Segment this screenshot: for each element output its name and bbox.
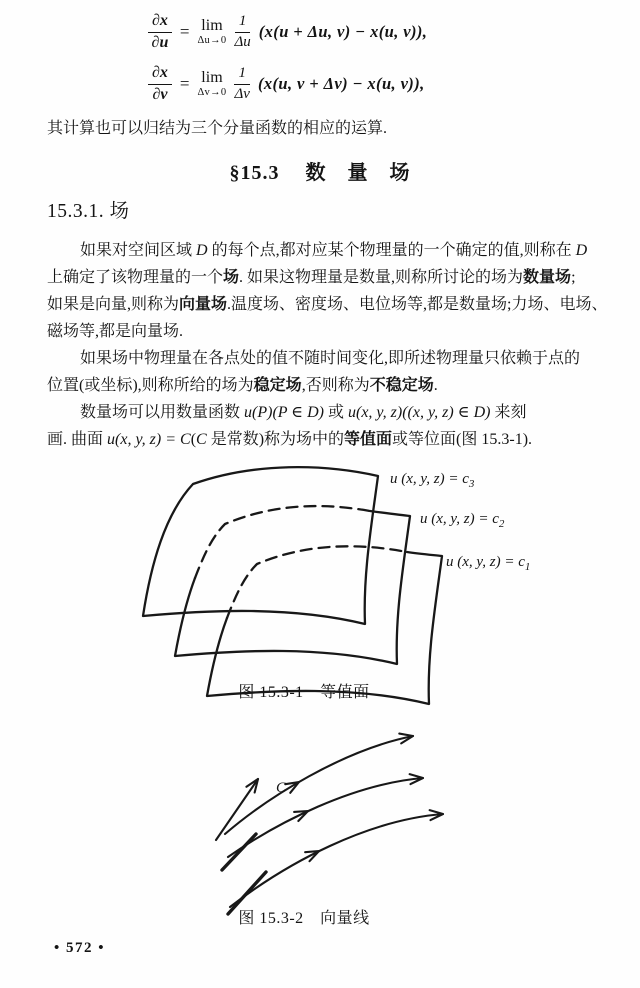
numerator: 1 [234,65,250,84]
coefficient-fraction [234,65,250,103]
coefficient-fraction [234,13,250,51]
denominator: ∂v [152,85,168,103]
text-line: 画. 曲面 u(x, y, z) = C(C 是常数)称为场中的等值面或等位面(图 15.3-1). [47,431,533,448]
label-curve-c: C [276,780,287,796]
lim-text: lim [201,16,223,34]
lhs-fraction [148,64,172,104]
vector-line-3 [230,814,443,907]
body-text [47,237,608,453]
equals-sign: = [179,74,190,93]
label-c1: u (x, y, $z) = c_1$ [446,554,531,573]
text-line: 上确定了该物理量的一个场. 如果这物理量是数量,则称所讨论的场为数量场; [47,269,576,286]
section-title [0,156,640,185]
limit-operator [198,70,227,99]
formula-du [148,6,427,58]
numerator: 1 [235,13,251,32]
equals-sign: = [179,22,190,41]
section-number: §15.3 [229,162,280,184]
lim-subscript: Δv→0 [197,86,227,98]
text-line: 磁场等,都是向量场. [47,323,184,340]
vector-lines-figure [158,722,558,922]
detached-arrow [216,779,258,840]
isosurface-figure [128,458,598,710]
text-line: 数量场可以用数量函数 u(P)(P ∈ D) 或 u(x, y, z)((x, y, z) ∈ D) 来刻 [80,404,527,421]
formula-remark-line: 其计算也可以归结为三个分量函数的相应的运算. [47,120,388,137]
denominator: ∂u [151,33,169,51]
section-title-text: 数 量 场 [305,162,411,184]
formula-body: (x(u, v + Δv) − x(u, v)), [257,74,425,93]
figure2-caption: 图 15.3-2 向量线 [238,910,370,927]
figure1-caption: 图 15.3-1 等值面 [238,684,370,701]
vector-line-2 [228,778,423,857]
numerator: ∂x [148,64,172,84]
page-number: • 572 • [54,940,106,956]
text-line: 如果对空间区域 D 的每个点,都对应某个物理量的一个确定的值,则称在 D [80,242,588,259]
label-c2: u (x, y, $z) = c_2$ [420,511,505,530]
text-line: 如果场中物理量在各点处的值不随时间变化,即所述物理量只依赖于点的 [80,350,581,367]
numerator: ∂x [148,12,172,32]
pen-stroke [222,834,256,870]
limit-operator [198,18,227,47]
lhs-fraction [148,12,172,52]
lim-subscript: Δu→0 [197,34,227,46]
text-line: 如果是向量,则称为向量场.温度场、密度场、电位场等,都是数量场;力场、电场、 [47,296,608,313]
formula-dv [148,58,427,110]
label-c3: u (x, y, $z) = c_3$ [390,471,475,490]
formula-body: (x(u + Δu, v) − x(u, v)), [258,22,428,41]
text-line: 位置(或坐标),则称所给的场为稳定场,否则称为不稳定场. [47,377,438,394]
lim-text: lim [201,68,223,86]
isosurface-sheet-c2 [175,506,410,664]
denominator: Δu [234,33,251,50]
partial-derivative-formulas [148,6,427,110]
subsection-title: 15.3.1. 场 [47,201,130,222]
denominator: Δv [234,85,250,102]
